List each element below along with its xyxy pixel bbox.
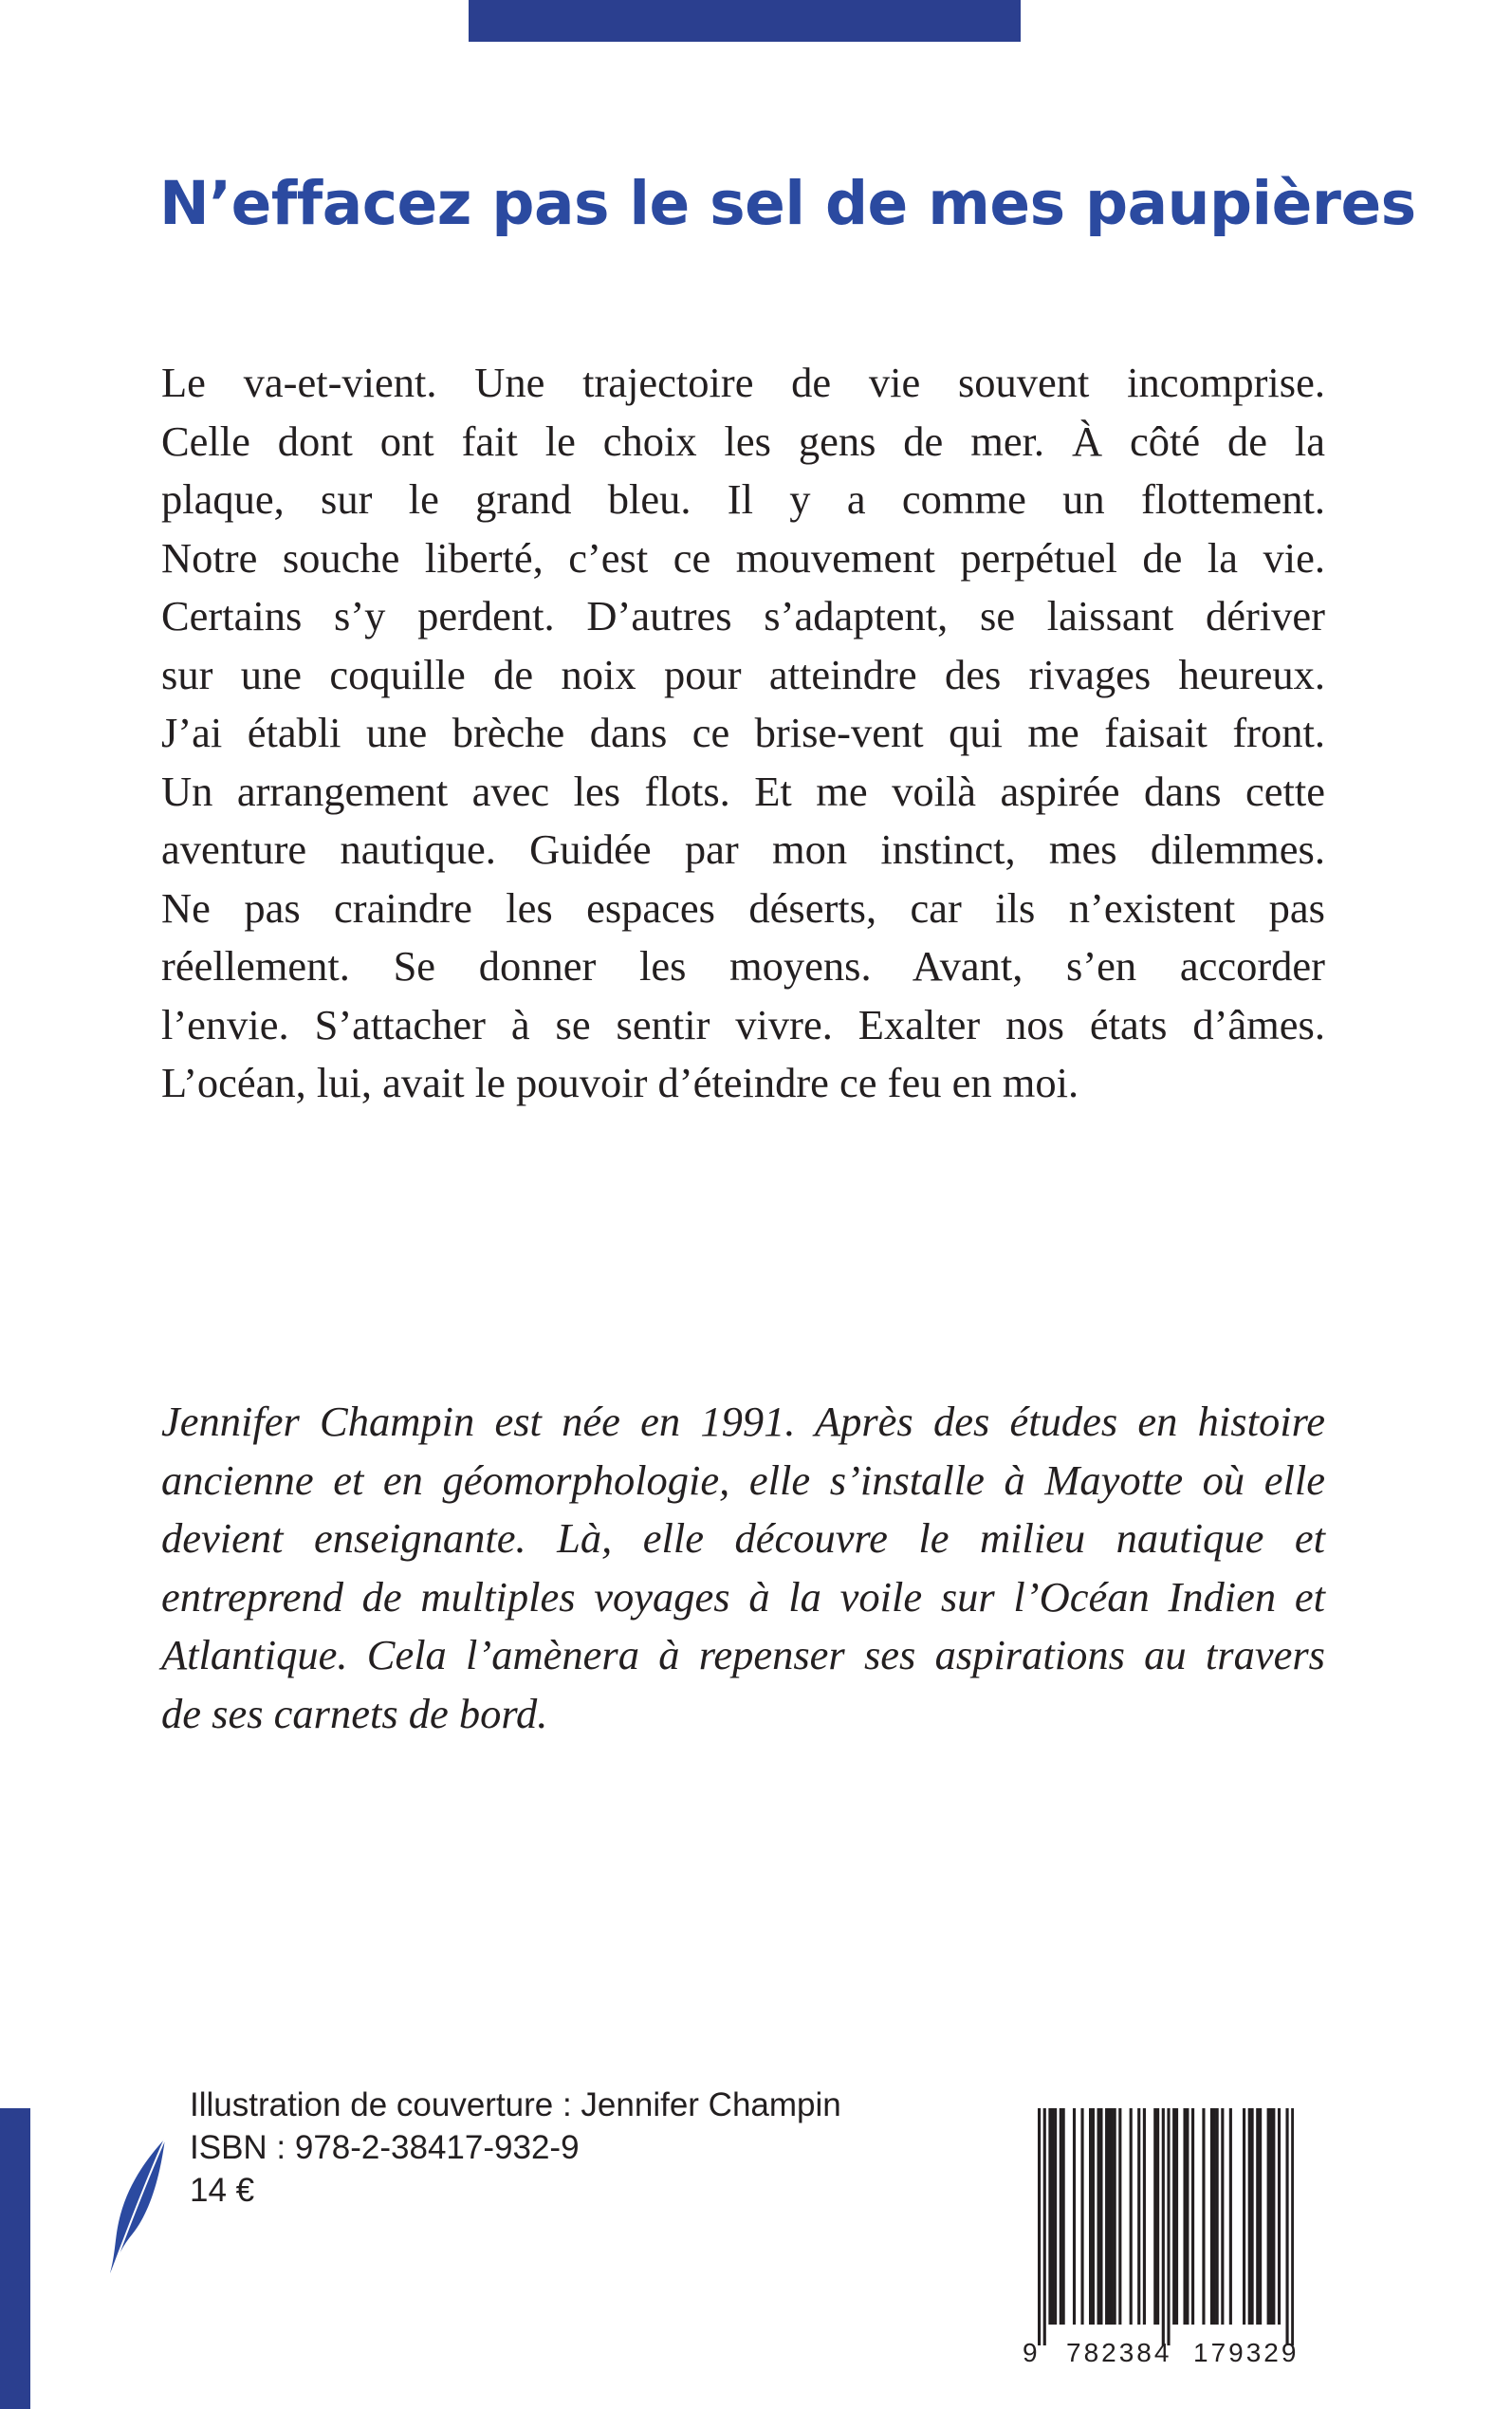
blurb-line: L’océan, lui, avait le pouvoir d’éteindre ce feu en moi. xyxy=(161,1059,1079,1106)
isbn-barcode xyxy=(1023,2108,1307,2383)
bio-line: ancienne et en géomorphologie, elle s’installe à Mayotte où elle xyxy=(161,1455,1325,1504)
barcode-bar xyxy=(1038,2108,1041,2345)
barcode-bar xyxy=(1243,2108,1245,2325)
barcode-bar xyxy=(1167,2108,1170,2345)
barcode-bar xyxy=(1183,2108,1186,2325)
barcode-bar xyxy=(1216,2108,1219,2325)
barcode-bar xyxy=(1291,2108,1294,2345)
credits-block xyxy=(190,2084,841,2212)
barcode-bar xyxy=(1256,2108,1259,2325)
blurb-line: Certains s’y perdent. D’autres s’adaptent, se laissant dériver xyxy=(161,592,1325,639)
barcode-bar xyxy=(1097,2108,1100,2325)
barcode-bar xyxy=(1221,2108,1224,2325)
barcode-bar xyxy=(1043,2108,1046,2345)
barcode-bar xyxy=(1153,2108,1156,2325)
barcode-bar xyxy=(1175,2108,1178,2325)
illustration-credit: Illustration de couverture : Jennifer Champin xyxy=(190,2086,841,2123)
barcode-bar xyxy=(1092,2108,1095,2325)
author-bio xyxy=(161,1393,1325,1743)
barcode-bar xyxy=(1099,2108,1102,2325)
blurb-line: Notre souche liberté, c’est ce mouvement perpétuel de la vie. xyxy=(161,533,1325,582)
bottom-left-accent-bar xyxy=(0,2108,30,2409)
price-text: 14 € xyxy=(190,2172,255,2209)
barcode-bar xyxy=(1202,2108,1205,2325)
barcode-bar xyxy=(1251,2108,1254,2325)
barcode-bar xyxy=(1108,2108,1111,2325)
barcode-bar xyxy=(1156,2108,1159,2325)
bio-line: devient enseignante. Là, elle découvre le milieu nautique et xyxy=(161,1514,1325,1562)
barcode-bar xyxy=(1162,2108,1165,2345)
quill-feather-icon xyxy=(106,2135,173,2277)
barcode-bar xyxy=(1060,2108,1062,2325)
barcode-bar xyxy=(1054,2108,1057,2325)
barcode-bar xyxy=(1186,2108,1189,2325)
barcode-bar xyxy=(1130,2108,1133,2325)
barcode-bar xyxy=(1272,2108,1275,2325)
barcode-bar xyxy=(1111,2108,1114,2325)
barcode-bars xyxy=(1038,2108,1294,2345)
bio-line: Jennifer Champin est née en 1991. Après des études en histoire xyxy=(161,1398,1325,1445)
barcode-bar xyxy=(1278,2108,1281,2325)
blurb-line: aventure nautique. Guidée par mon instinct, mes dilemmes. xyxy=(161,825,1325,873)
barcode-bar xyxy=(1191,2108,1194,2325)
barcode-bar xyxy=(1267,2108,1270,2325)
barcode-bar xyxy=(1105,2108,1108,2325)
book-title: N’effacez pas le sel de mes paupières xyxy=(159,169,1416,238)
top-accent-bar xyxy=(469,0,1021,42)
barcode-bar xyxy=(1210,2108,1213,2325)
barcode-left-group: 782384 xyxy=(1066,2338,1172,2367)
blurb-line: plaque, sur le grand bleu. Il y a comme un flottement. xyxy=(161,475,1325,523)
barcode-bar xyxy=(1259,2108,1262,2325)
barcode-first-digit: 9 xyxy=(1023,2338,1038,2367)
barcode-bar xyxy=(1048,2108,1051,2325)
bio-line: entreprend de multiples voyages à la voile sur l’Océan Indien et xyxy=(161,1572,1325,1621)
blurb-text xyxy=(161,354,1325,1113)
barcode-bar xyxy=(1062,2108,1065,2325)
barcode-bar xyxy=(1248,2108,1251,2325)
barcode-bar xyxy=(1269,2108,1272,2325)
barcode-bar xyxy=(1137,2108,1140,2325)
blurb-line: Ne pas craindre les espaces déserts, car ils n’existent pas xyxy=(161,883,1325,932)
blurb-line: l’envie. S’attacher à se sentir vivre. Exalter nos états d’âmes. xyxy=(161,1000,1325,1048)
barcode-bar xyxy=(1213,2108,1216,2325)
bio-line: de ses carnets de bord. xyxy=(161,1689,548,1737)
barcode-bar xyxy=(1051,2108,1054,2325)
barcode-bar xyxy=(1229,2108,1232,2325)
blurb-line: sur une coquille de noix pour atteindre des rivages heureux. xyxy=(161,650,1325,698)
blurb-line: Un arrangement avec les flots. Et me voilà aspirée dans cette xyxy=(161,767,1325,815)
barcode-bar xyxy=(1089,2108,1092,2325)
isbn-text: ISBN : 978-2-38417-932-9 xyxy=(190,2129,580,2166)
barcode-bar xyxy=(1073,2108,1076,2325)
barcode-bar xyxy=(1118,2108,1121,2325)
barcode-bar xyxy=(1080,2108,1083,2325)
barcode-bar xyxy=(1143,2108,1146,2325)
blurb-line: Celle dont ont fait le choix les gens de mer. À côté de la xyxy=(161,417,1325,465)
blurb-line: J’ai établi une brèche dans ce brise-vent qui me faisait front. xyxy=(161,709,1325,756)
barcode-bar xyxy=(1285,2108,1288,2345)
blurb-line: Le va-et-vient. Une trajectoire de vie souvent incomprise. xyxy=(161,359,1325,406)
barcode-bar xyxy=(1114,2108,1116,2325)
barcode-bar xyxy=(1172,2108,1175,2325)
barcode-right-group: 179329 xyxy=(1193,2338,1300,2367)
bio-line: Atlantique. Cela l’amènera à repenser ses aspirations au travers xyxy=(161,1631,1325,1678)
blurb-line: réellement. Se donner les moyens. Avant, s’en accorder xyxy=(161,942,1325,990)
